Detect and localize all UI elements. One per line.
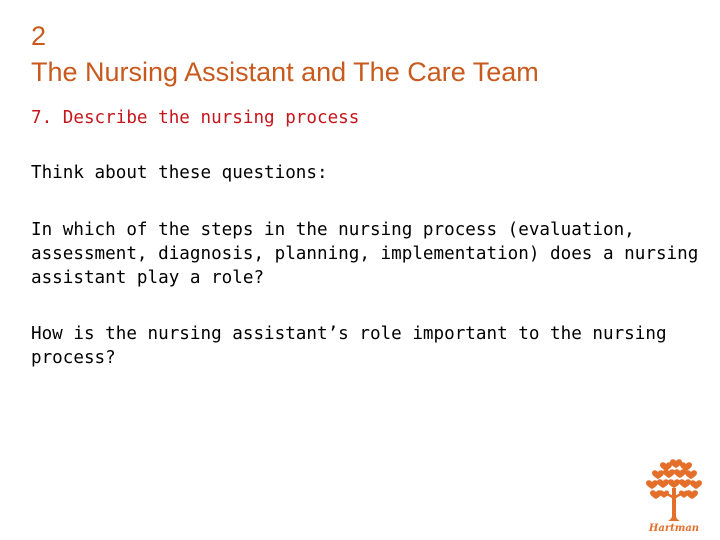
heart-tree-icon bbox=[638, 454, 710, 534]
chapter-number: 2 bbox=[31, 21, 47, 51]
learning-objective: 7. Describe the nursing process bbox=[31, 108, 360, 128]
slide-body bbox=[31, 106, 701, 370]
slide-title bbox=[31, 18, 691, 90]
chapter-title: The Nursing Assistant and The Care Team bbox=[31, 57, 539, 87]
hartman-logo bbox=[638, 454, 710, 534]
discussion-question: In which of the steps in the nursing process (evaluation, assessment, diagnosis, planning, implementation) does a nursing assistant play a role? bbox=[31, 220, 699, 288]
hartman-wordmark: Hartman bbox=[648, 523, 700, 534]
tree-trunk bbox=[668, 488, 680, 521]
discussion-prompt: Think about these questions: bbox=[31, 163, 328, 183]
discussion-question: How is the nursing assistant’s role important to the nursing process? bbox=[31, 324, 667, 368]
